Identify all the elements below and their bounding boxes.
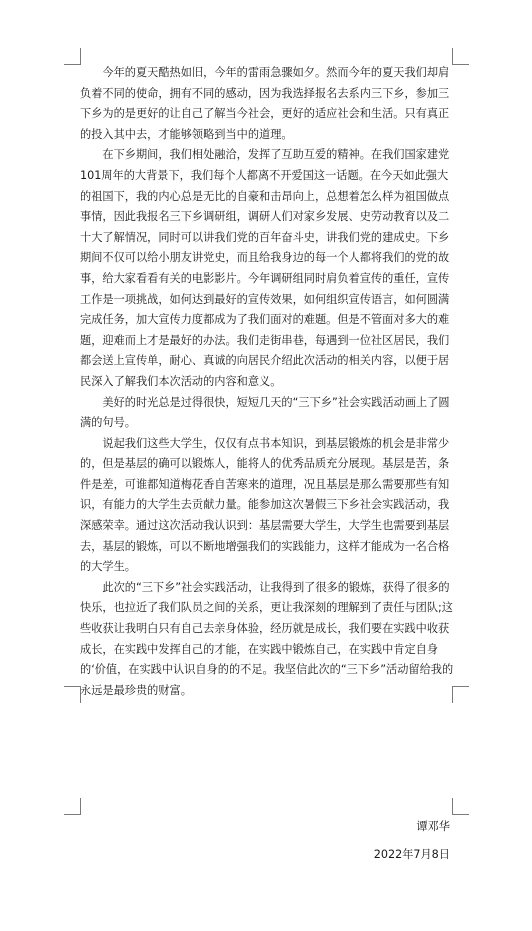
crop-mark-page2-top-left — [64, 798, 81, 815]
paragraph-college-students: 说起我们这些大学生，仅仅有点书本知识，到基层锻炼的机会是非常少的，但是基层的确可以锻炼人，能将人的优秀品质充分展现。基层是苦，条件是差，可谁都知道梅花香自苦寒来的道理，况且基层是那么需要那些有知识，有能力的大学生去贡献力量。能参加这次暑假三下乡社会实践活动，我深感荣幸。通过这次活动我认识到：基层需要大学生，大学生也需要到基层去，基层的锻炼，可以不断地增强我们的实践能力，这样才能成为一名合格的大学生。 — [80, 436, 450, 574]
signature-block — [374, 817, 450, 865]
crop-mark-top-left — [64, 48, 81, 65]
crop-mark-page2-top-right — [452, 798, 469, 815]
paragraph-conclusion: 此次的“三下乡”社会实践活动，让我得到了很多的锻炼，获得了很多的快乐，也拉近了我们队员之间的关系，更让我深刻的理解到了责任与团队;这些收获让我明白只有自己去亲身体验，经历就是成长，我们要在实践中收获成长，在实践中发挥自己的才能，在实践中锻炼自己，在实践中肯定自身的‘价值，在实践中认识自身的的不足。我坚信此次的“三下乡”活动留给我的永远是最珍贵的财富。 — [80, 580, 454, 697]
paragraph-good-times: 美好的时光总是过得很快，短短几天的“三下乡”社会实践活动画上了圆满的句号。 — [80, 395, 450, 430]
paragraph-summer-mission: 今年的夏天酷热如旧，今年的雷雨急骤如夕。然而今年的夏天我们却肩负着不同的使命，拥有不同的感动，因为我选择报名去系内三下乡，参加三下乡为的是更好的让自己了解当今社会，更好的适应社会和生活。只有真正的投入其中去，才能够领略到当中的道理。 — [80, 66, 450, 141]
signature-name: 谭邓华 — [416, 820, 450, 833]
paragraph-during-trip: 在下乡期间，我们相处融洽，发挥了互助互爱的精神。在我们国家建党101周年的大背景下，我们每个人都离不开爱国这一话题。在今天如此强大的祖国下，我的内心总是无比的自豪和击昂向上，总想着怎么样为祖国做点事情，因此我报名三下乡调研组，调研人们对家乡发展、史劳动教育以及二十大了解情况，同时可以讲我们党的百年奋斗史，讲我们党的建成史。下乡期间不仅可以给小朋友讲党史，而且给我身边的每一个人都将我们的党的故事，给大家看看有关的电影影片。今年调研组同时肩负着宣传的重任，宣传工作是一项挑战，如何达到最好的宣传效果，如何组织宣传语言，如何圆满完成任务，加大宣传力度都成为了我们面对的难题。但是不管面对多大的难题，迎难而上才是最好的办法。我们走街串巷，每遇到一位社区居民，我们都会送上宣传单，耐心、真诚的向居民介绍此次活动的相关内容，以便于居民深入了解我们本次活动的内容和意义。 — [80, 148, 450, 388]
document-body — [80, 63, 456, 701]
crop-mark-bottom-left — [64, 686, 81, 703]
signature-date: 2022年7月8日 — [373, 847, 450, 861]
